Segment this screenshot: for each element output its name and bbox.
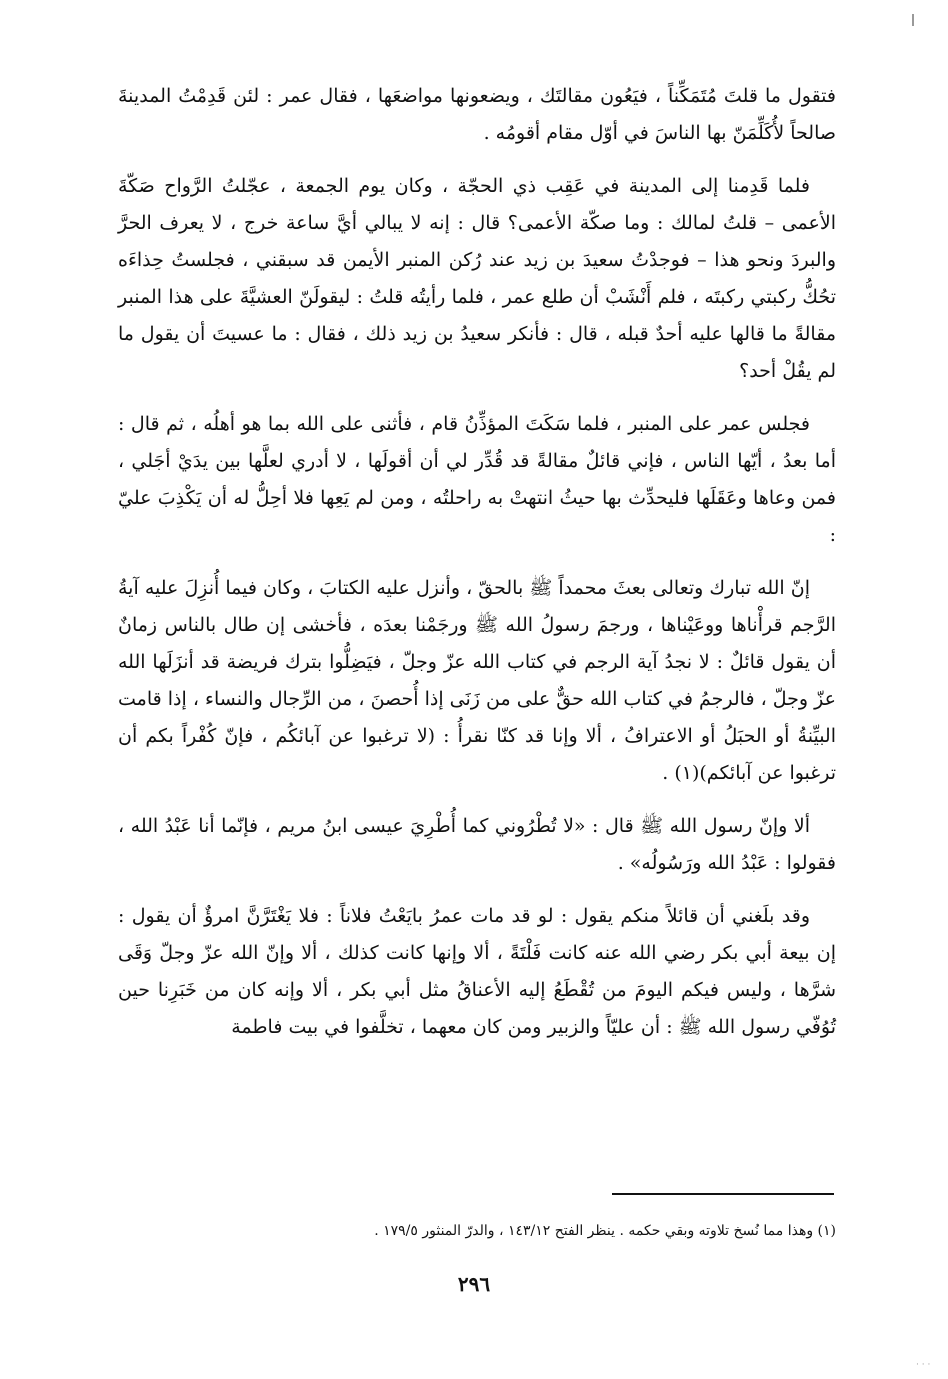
footnote-separator: [612, 1193, 834, 1195]
scan-edge-mark: [912, 14, 914, 26]
paragraph: ألا وإنّ رسول الله ﷺ قال : «لا تُطْرُوني كما أُطْرِيَ عيسى ابنُ مريم ، فإنّما أنا عَبْدُ الله ، فقولوا : عَبْدُ الله ورَسُولُه» .: [118, 815, 836, 874]
paragraph: فلما قَدِمنا إلى المدينة في عَقِب ذي الحجّة ، وكان يوم الجمعة ، عجّلتُ الرَّواح صَكّةَ الأعمى – قلتُ لمالك : وما صكّة الأعمى؟ قال : إنه لا يبالي أيَّ ساعة خرج ، لا يعرف الحرَّ والبردَ ونحو هذا – فوجدْتُ سعيدَ بن زيد عند رُكن المنبر الأيمن قد سبقني ، فجلستُ حِذاءَه تحُكُّ ركبتي ركبتَه ، فلم أَنْشَبْ أن طلع عمر ، فلما رأيتُه قلتُ : ليقولَنّ العشيَّةَ على هذا المنبر مقالةً ما قالها عليه أحدٌ قبله ، قال : فأنكر سعيدُ بن زيد ذلك ، فقال : ما عسيتَ أن يقول ما لم يقُلْ أحد؟: [118, 175, 836, 382]
paragraph: فجلس عمر على المنبر ، فلما سَكَتَ المؤذِّنُ قام ، فأثنى على الله بما هو أهلُه ، ثم قال : أما بعدُ ، أيّها الناس ، فإني قائلٌ مقالةً قد قُدِّر لي أن أقولَها ، لا أدري لعلَّها بين يدَيْ أجَلي ، فمن وعاها وعَقَلَها فليحدِّث بها حيثُ انتهتْ به راحلتُه ، ومن لم يَعِها فلا أحِلُّ له أن يَكْذِبَ عليّ :: [118, 413, 836, 546]
paragraph: فتقول ما قلتَ مُتَمَكِّناً ، فيَعُون مقالتَك ، ويضعونها مواضعَها ، فقال عمر : لئن قَدِمْتُ المدينةَ صالحاً لأُكَلِّمَنّ بها الناسَ في أوّل مقام أقومُه .: [118, 85, 836, 144]
paragraph: وقد بلَغني أن قائلاً منكم يقول : لو قد مات عمرُ بايَعْتُ فلاناً : فلا يَغْتَرَّنَّ امرؤٌ أن يقول : إن بيعة أبي بكر رضي الله عنه كانت فَلْتَةً ، ألا وإنها كانت كذلك ، ألا وإنّ الله عزّ وجلّ وَقَى شرَّها ، وليس فيكم اليومَ من تُقْطَعُ إليه الأعناقُ مثل أبي بكر ، ألا وإنه كان من خَبَرِنا حين تُوُفّي رسول الله ﷺ : أن عليّاً والزبير ومن كان معهما ، تخلَّفوا في بيت فاطمة: [118, 905, 836, 1038]
main-text-body: [118, 78, 836, 1062]
page-number: ٢٩٦: [457, 1272, 491, 1296]
footnote: (١) وهذا مما نُسخ تلاوته وبقي حكمه . ينظر الفتح ١٤٣/١٢ ، والدرّ المنثور ١٧٩/٥ .: [374, 1223, 836, 1239]
scan-edge-mark: · · ·: [916, 1360, 931, 1370]
paragraph: إنّ الله تبارك وتعالى بعثَ محمداً ﷺ بالحقّ ، وأنزل عليه الكتابَ ، وكان فيما أُنزِلَ عليه آيةُ الرَّجم قرأْناها ووعَيْناها ، ورجمَ رسولُ الله ﷺ ورجَمْنا بعدَه ، فأخشى إن طال بالناس زمانٌ أن يقول قائلٌ : لا نجدُ آية الرجم في كتاب الله عزّ وجلّ ، فيَضِلُّوا بترك فريضة قد أنزَلَها الله عزّ وجلّ ، فالرجمُ في كتاب الله حقٌّ على من زَنَى إذا أُحصنَ ، من الرِّجال والنساء ، إذا قامت البيِّنةُ أو الحبَلُ أو الاعترافُ ، ألا وإنا قد كنّا نقرأُ : (لا ترغبوا عن آبائكُم ، فإنّ كُفْراً بكم أن ترغبوا عن آبائكم)(١) .: [118, 577, 836, 784]
